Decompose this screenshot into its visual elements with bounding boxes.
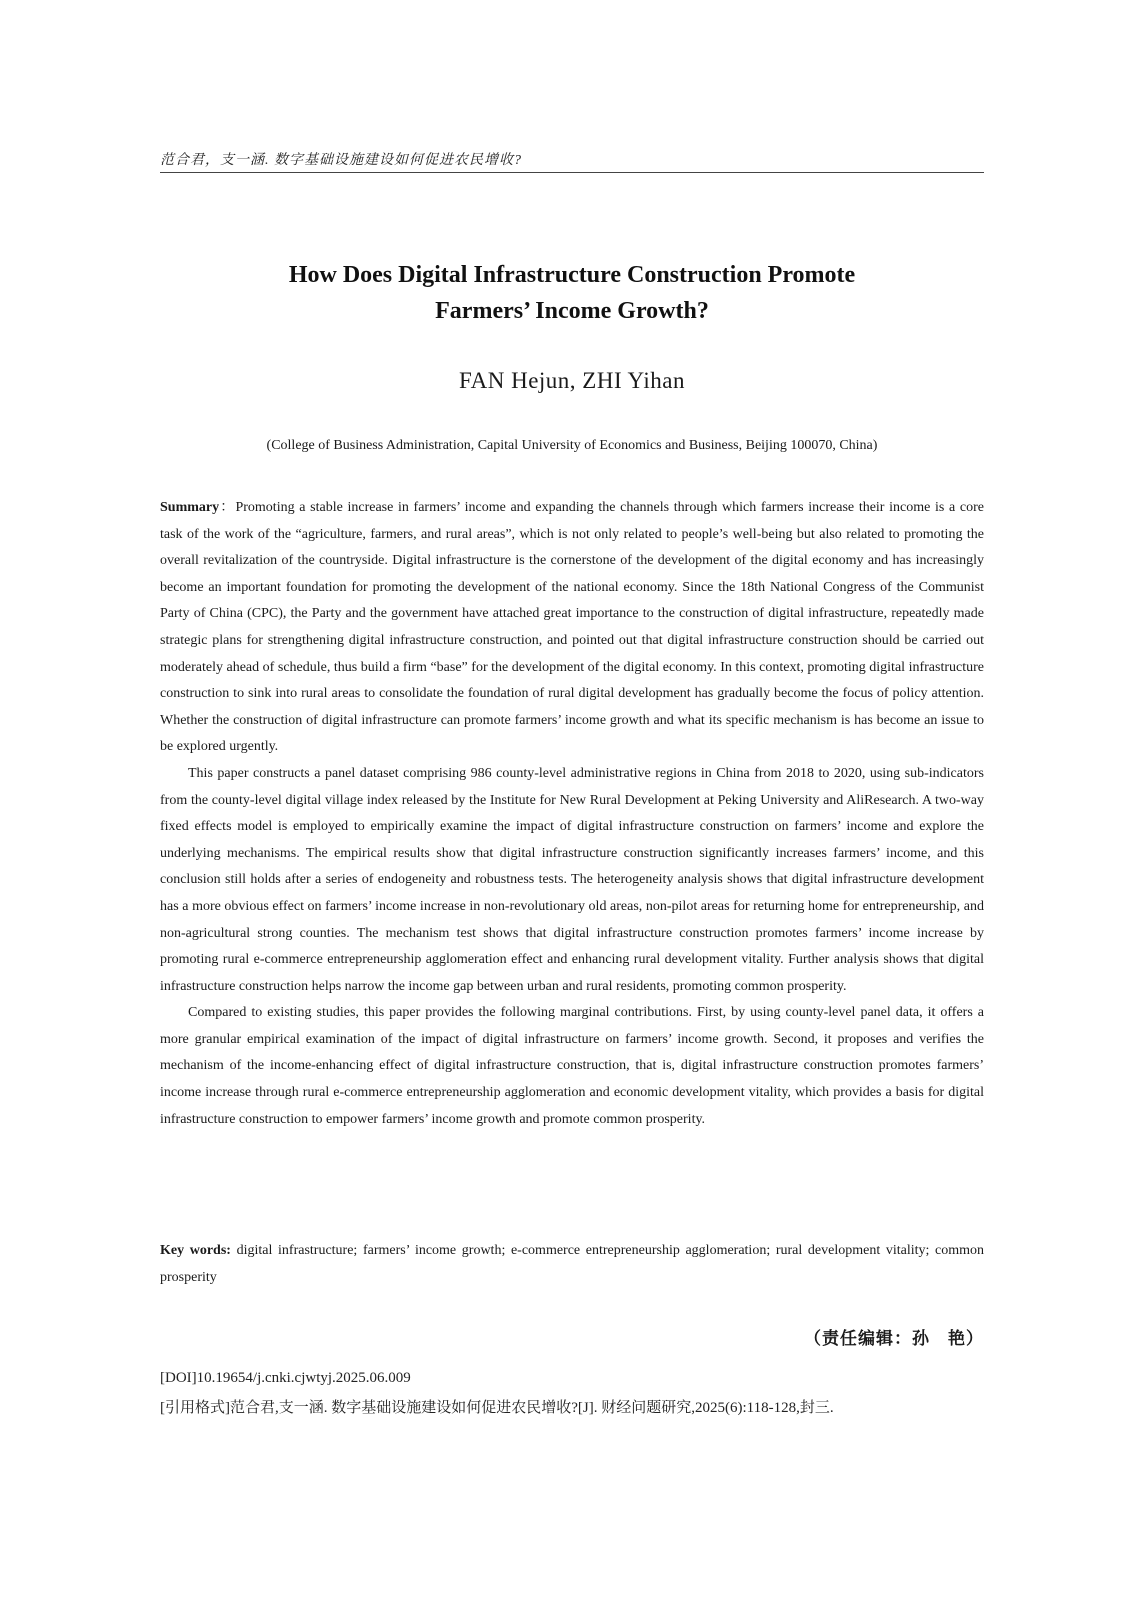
affiliation: (College of Business Administration, Capital University of Economics and Business, Beijing 100070, China)	[266, 438, 878, 453]
summary-paragraph-1	[160, 495, 984, 761]
keywords-section	[160, 1238, 984, 1291]
article-title	[160, 257, 984, 329]
header-rule	[160, 172, 984, 173]
summary-section	[160, 495, 984, 1133]
summary-separator: ：	[219, 500, 236, 515]
summary-paragraph-3: Compared to existing studies, this paper provides the following marginal contributions. First, by using county-level panel data, it offers a more granular empirical examination of the impact of digital infrastructure on farmers’ income growth. Second, it proposes and verifies the mechanism of the income-enhancing effect of digital infrastructure construction, that is, digital infrastructure construction promotes farmers’ income increase through rural e-commerce entrepreneurship agglomeration and economic development vitality, which provides a basis for digital infrastructure construction to empower farmers’ income growth and promote common prosperity.	[160, 1005, 984, 1127]
responsible-editor: （责任编辑：孙 艳）	[804, 1329, 984, 1349]
authors: FAN Hejun, ZHI Yihan	[459, 368, 685, 393]
doi: [DOI]10.19654/j.cnki.cjwtyj.2025.06.009	[160, 1370, 411, 1386]
summary-label: Summary	[160, 500, 220, 515]
keywords-label: Key words:	[160, 1243, 231, 1258]
title-line-1: How Does Digital Infrastructure Construction Promote	[288, 262, 856, 288]
summary-paragraph-2: This paper constructs a panel dataset comprising 986 county-level administrative regions in China from 2018 to 2020, using sub-indicators from the county-level digital village index released by the Institute for New Rural Development at Peking University and AliResearch. A two-way fixed effects model is employed to empirically examine the impact of digital infrastructure construction on farmers’ income and explore the underlying mechanisms. The empirical results show that digital infrastructure construction significantly increases farmers’ income, and this conclusion still holds after a series of endogeneity and robustness tests. The heterogeneity analysis shows that digital infrastructure development has a more obvious effect on farmers’ income increase in non-revolutionary old areas, non-pilot areas for returning home for entrepreneurship, and non-agricultural strong counties. The mechanism test shows that digital infrastructure construction promotes farmers’ income increase by promoting rural e-commerce entrepreneurship agglomeration effect and enhancing rural development vitality. Further analysis shows that digital infrastructure construction helps narrow the income gap between urban and rural residents, promoting common prosperity.	[160, 765, 984, 994]
keywords-text: digital infrastructure; farmers’ income growth; e-commerce entrepreneurship agglomeration; rural development vitality; common prosperity	[160, 1243, 985, 1285]
summary-text-1: Promoting a stable increase in farmers’ income and expanding the channels through which farmers increase their income is a core task of the work of the “agriculture, farmers, and rural areas”, which is not only related to people’s well-being but also related to promoting the overall revitalization of the countryside. Digital infrastructure is the cornerstone of the development of the digital economy and has increasingly become an important foundation for promoting the development of the national economy. Since the 18th National Congress of the Communist Party of China (CPC), the Party and the government have attached great importance to the construction of digital infrastructure, repeatedly made strategic plans for strengthening digital infrastructure construction, and pointed out that digital infrastructure construction should be carried out moderately ahead of schedule, thus build a firm “base” for the development of the digital economy. In this context, promoting digital infrastructure construction to sink into rural areas to consolidate the foundation of rural digital development has gradually become the focus of policy attention. Whether the construction of digital infrastructure can promote farmers’ income growth and what its specific mechanism is has become an issue to be explored urgently.	[160, 500, 984, 755]
citation-format: [引用格式]范合君,支一涵. 数字基础设施建设如何促进农民增收?[J]. 财经问题研究,2025(6):118-128,封三.	[160, 1400, 834, 1416]
title-line-2: Farmers’ Income Growth?	[435, 298, 709, 324]
running-header: 范合君，支一涵. 数字基础设施建设如何促进农民增收?	[160, 153, 522, 168]
